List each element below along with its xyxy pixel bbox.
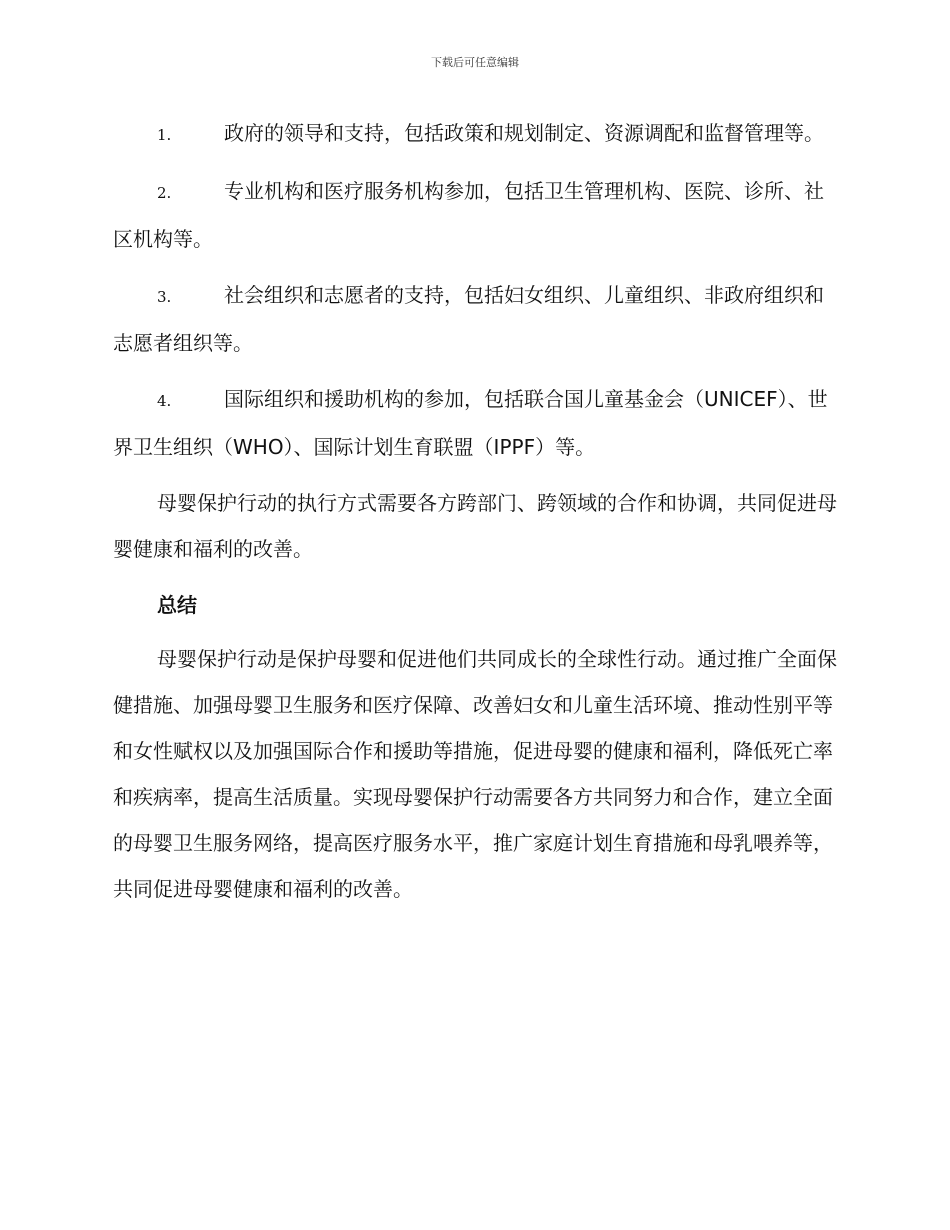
list-item <box>113 272 837 366</box>
list-text: 国际组织和援助机构的参加，包括联合国儿童基金会（UNICEF）、世界卫生组织（WHO）、国际计划生育联盟（IPPF）等。 <box>113 387 828 459</box>
list-number: 2. <box>157 184 172 202</box>
list-item <box>113 376 837 470</box>
list-item <box>113 168 837 262</box>
paragraph-execution: 母婴保护行动的执行方式需要各方跨部门、跨领域的合作和协调，共同促进母婴健康和福利的改善。 <box>113 491 837 561</box>
page-header: 下载后可任意编辑 <box>431 56 519 69</box>
list-item <box>113 110 837 158</box>
list-text: 政府的领导和支持，包括政策和规划制定、资源调配和监督管理等。 <box>224 121 824 145</box>
paragraph-summary: 母婴保护行动是保护母婴和促进他们共同成长的全球性行动。通过推广全面保健措施、加强母婴卫生服务和医疗保障、改善妇女和儿童生活环境、推动性别平等和女性赋权以及加强国际合作和援助等措施，促进母婴的健康和福利，降低死亡率和疾病率，提高生活质量。实现母婴保护行动需要各方共同努力和合作，建立全面的母婴卫生服务网络，提高医疗服务水平，推广家庭计划生育措施和母乳喂养等，共同促进母婴健康和福利的改善。 <box>113 647 837 901</box>
section-heading-summary: 总结 <box>157 593 197 617</box>
list-text: 社会组织和志愿者的支持，包括妇女组织、儿童组织、非政府组织和志愿者组织等。 <box>113 283 824 355</box>
list-number: 3. <box>157 288 172 306</box>
list-number: 1. <box>157 126 172 144</box>
list-text: 专业机构和医疗服务机构参加，包括卫生管理机构、医院、诊所、社区机构等。 <box>113 179 824 251</box>
list-number: 4. <box>157 392 172 410</box>
document-body <box>113 110 837 922</box>
